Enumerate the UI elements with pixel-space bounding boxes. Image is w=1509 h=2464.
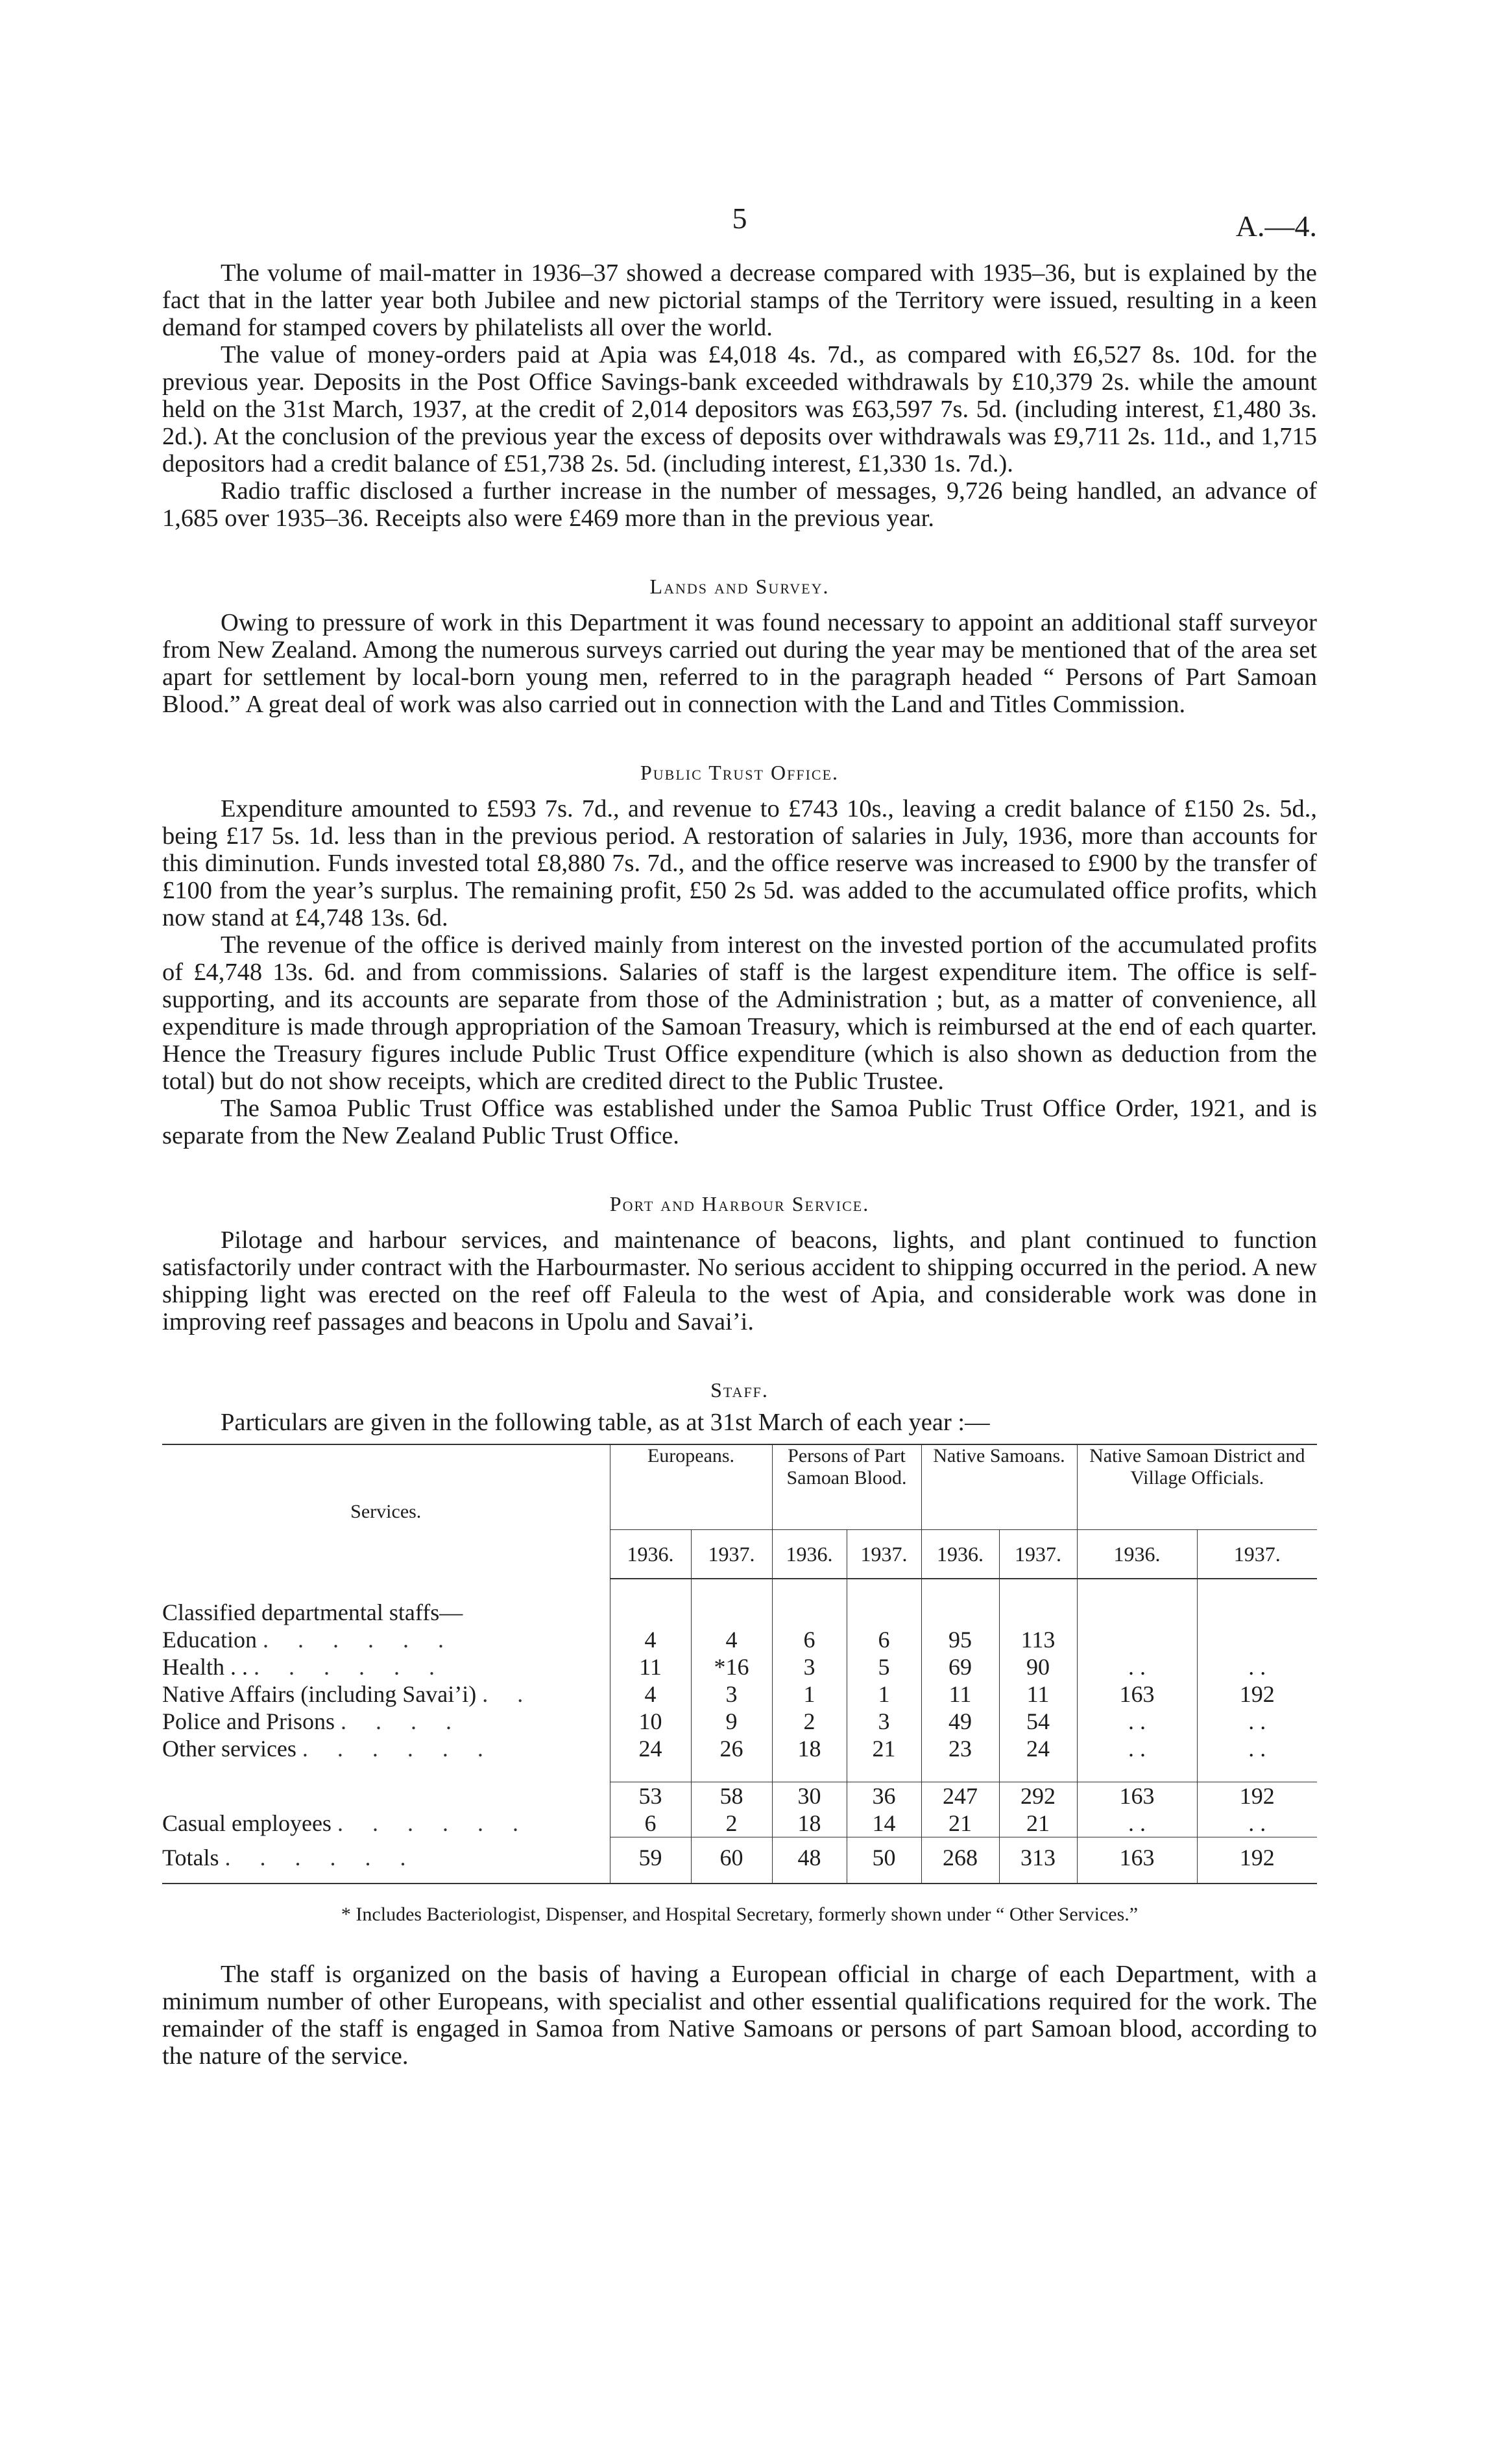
group-header-part-samoan: Persons of Part Samoan Blood. bbox=[772, 1444, 921, 1530]
leader-dots: . . . . . . bbox=[302, 1736, 495, 1762]
table-cell: 1 bbox=[772, 1681, 847, 1708]
group-header-district-officials: Native Samoan District and Village Officials. bbox=[1077, 1444, 1317, 1530]
staff-intro: Particulars are given in the following table, as at 31st March of each year :— bbox=[221, 1409, 990, 1436]
year-header: 1937. bbox=[847, 1530, 921, 1579]
table-cell: 69 bbox=[921, 1653, 999, 1681]
table-cell: 11 bbox=[999, 1681, 1077, 1708]
table-cell: 24 bbox=[999, 1735, 1077, 1762]
paragraph-money-orders: The value of money-orders paid at Apia was £4,018 4s. 7d., as compared with £6,527 8s. 10d. for the previous year. Deposits in the Post Office Savings-bank exceeded withdrawals by £10,379 2s. while the amount held on the 31st March, 1937, at the credit of 2,014 depositors was £63,597 7s. 5d. (including interest, £1,480 3s. 2d.). At the conclusion of the previous year the excess of deposits over withdrawals was £9,711 2s. 11d., and 1,715 depositors had a credit balance of £51,738 2s. 5d. (including interest, £1,330 1s. 7d.). bbox=[162, 341, 1317, 477]
table-cell: 1 bbox=[847, 1681, 921, 1708]
table-cell: 4 bbox=[691, 1626, 772, 1653]
table-cell: 54 bbox=[999, 1708, 1077, 1735]
table-cell: 113 bbox=[999, 1626, 1077, 1653]
table-section-row bbox=[162, 1599, 1317, 1626]
table-cell: 3 bbox=[691, 1681, 772, 1708]
group-header-native-samoans: Native Samoans. bbox=[921, 1444, 1077, 1530]
table-cell: 268 bbox=[921, 1837, 999, 1884]
year-header: 1937. bbox=[999, 1530, 1077, 1579]
table-cell: 95 bbox=[921, 1626, 999, 1653]
row-label: Health . . bbox=[162, 1654, 248, 1680]
section-label: Classified departmental staffs— bbox=[162, 1599, 463, 1625]
table-cell: 21 bbox=[999, 1810, 1077, 1837]
table-row bbox=[162, 1626, 1317, 1653]
table-cell: 48 bbox=[772, 1837, 847, 1884]
table-cell: . . bbox=[1077, 1810, 1197, 1837]
table-row bbox=[162, 1708, 1317, 1735]
row-label: Totals bbox=[162, 1844, 219, 1871]
page-header bbox=[162, 201, 1317, 259]
table-cell: 36 bbox=[847, 1782, 921, 1810]
paragraph-harbour: Pilotage and harbour services, and maintenance of beacons, lights, and plant continued to function satisfactorily under contract with the Harbourmaster. No serious accident to shipping occurred in the period. A new shipping light was erected on the reef off Faleula to the west of Apia, and considerable work was done in improving reef passages and beacons in Upolu and Savai’i. bbox=[162, 1226, 1317, 1335]
year-header: 1936. bbox=[1077, 1530, 1197, 1579]
table-cell: 313 bbox=[999, 1837, 1077, 1884]
table-cell: 58 bbox=[691, 1782, 772, 1810]
table-cell: 23 bbox=[921, 1735, 999, 1762]
year-header: 1936. bbox=[610, 1530, 691, 1579]
paragraph-lands: Owing to pressure of work in this Department it was found necessary to appoint an additional staff surveyor from New Zealand. Among the numerous surveys carried out during the year may be mentioned that of the area set apart for settlement by local-born young men, referred to in the paragraph headed “ Persons of Part Samoan Blood.” A great deal of work was also carried out in connection with the Land and Titles Commission. bbox=[162, 609, 1317, 718]
row-label: Native Affairs (including Savai’i) bbox=[162, 1681, 477, 1707]
table-cell: 18 bbox=[772, 1810, 847, 1837]
services-column-header: Services. bbox=[162, 1444, 610, 1579]
section-heading-lands: Lands and Survey. bbox=[649, 575, 830, 598]
leader-dots: . . . . . . bbox=[224, 1844, 418, 1871]
table-row bbox=[162, 1653, 1317, 1681]
table-row bbox=[162, 1735, 1317, 1762]
table-cell bbox=[1077, 1626, 1197, 1653]
table-cell: 2 bbox=[691, 1810, 772, 1837]
table-cell: 5 bbox=[847, 1653, 921, 1681]
table-cell: . . bbox=[1197, 1708, 1317, 1735]
table-cell: 21 bbox=[921, 1810, 999, 1837]
table-cell: 192 bbox=[1197, 1681, 1317, 1708]
page-number: 5 bbox=[732, 202, 747, 235]
table-footnote: * Includes Bacteriologist, Dispenser, and Hospital Secretary, formerly shown under “ Other Services.” bbox=[341, 1904, 1139, 1925]
year-header: 1936. bbox=[921, 1530, 999, 1579]
table-cell: 60 bbox=[691, 1837, 772, 1884]
document-page bbox=[162, 201, 1317, 2070]
section-heading-staff: Staff. bbox=[710, 1378, 769, 1402]
document-reference: A.—4. bbox=[1235, 209, 1317, 243]
paragraph-mail: The volume of mail-matter in 1936–37 showed a decrease compared with 1935–36, but is explained by the fact that in the latter year both Jubilee and new pictorial stamps of the Territory were issued, resulting in a keen demand for stamped covers by philatelists all over the world. bbox=[162, 259, 1317, 341]
table-cell: *16 bbox=[691, 1653, 772, 1681]
table-cell: . . bbox=[1077, 1653, 1197, 1681]
table-cell: 90 bbox=[999, 1653, 1077, 1681]
table-cell: 192 bbox=[1197, 1837, 1317, 1884]
table-cell: 24 bbox=[610, 1735, 691, 1762]
totals-row bbox=[162, 1837, 1317, 1884]
table-cell: 192 bbox=[1197, 1782, 1317, 1810]
paragraph-radio: Radio traffic disclosed a further increase in the number of messages, 9,726 being handled, an advance of 1,685 over 1935–36. Receipts also were £469 more than in the previous year. bbox=[162, 477, 1317, 532]
leader-dots: . . . . . . bbox=[337, 1810, 530, 1837]
table-cell: . . bbox=[1077, 1735, 1197, 1762]
subtotal-row bbox=[162, 1782, 1317, 1810]
table-cell: 2 bbox=[772, 1708, 847, 1735]
table-cell: 4 bbox=[610, 1681, 691, 1708]
table-cell: 11 bbox=[921, 1681, 999, 1708]
table-cell: 4 bbox=[610, 1626, 691, 1653]
paragraph-trust-expenditure: Expenditure amounted to £593 7s. 7d., and revenue to £743 10s., leaving a credit balance of £150 2s. 5d., being £17 5s. 1d. less than in the previous period. A restoration of salaries in July, 1936, more than accounts for this diminution. Funds invested total £8,880 7s. 7d., and the office reserve was increased to £900 by the transfer of £100 from the year’s surplus. The remaining profit, £50 2s 5d. was added to the accumulated office profits, which now stand at £4,748 13s. 6d. bbox=[162, 795, 1317, 931]
table-cell: 163 bbox=[1077, 1681, 1197, 1708]
table-cell: 10 bbox=[610, 1708, 691, 1735]
leader-dots: . . . . bbox=[341, 1708, 463, 1734]
group-header-europeans: Europeans. bbox=[610, 1444, 772, 1530]
leader-dots: . . bbox=[482, 1681, 535, 1707]
row-label: Police and Prisons bbox=[162, 1708, 335, 1734]
row-label: Education bbox=[162, 1627, 257, 1653]
leader-dots: . . . . . . bbox=[253, 1654, 446, 1680]
table-cell: 49 bbox=[921, 1708, 999, 1735]
paragraph-trust-revenue: The revenue of the office is derived mainly from interest on the invested portion of the accumulated profits of £4,748 13s. 6d. and from commissions. Salaries of staff is the largest expenditure item. The office is self-supporting, and its accounts are separate from those of the Administration ; but, as a matter of convenience, all expenditure is made through appropriation of the Samoan Treasury, which is reimbursed at the end of each quarter. Hence the Treasury figures include Public Trust Office expenditure (which is also shown as deduction from the total) but do not show receipts, which are credited direct to the Public Trustee. bbox=[162, 931, 1317, 1095]
paragraph-staff-organization: The staff is organized on the basis of having a European official in charge of each Department, with a minimum number of other Europeans, with specialist and other essential qualifications required for the work. The remainder of the staff is engaged in Samoa from Native Samoans or persons of part Samoan blood, according to the nature of the service. bbox=[162, 1961, 1317, 2070]
section-heading-harbour: Port and Harbour Service. bbox=[609, 1192, 870, 1215]
table-cell: 18 bbox=[772, 1735, 847, 1762]
table-cell: 14 bbox=[847, 1810, 921, 1837]
table-cell: 50 bbox=[847, 1837, 921, 1884]
table-cell: . . bbox=[1077, 1708, 1197, 1735]
table-cell: 9 bbox=[691, 1708, 772, 1735]
table-cell: 3 bbox=[772, 1653, 847, 1681]
section-heading-public-trust: Public Trust Office. bbox=[640, 761, 839, 784]
year-header: 1936. bbox=[772, 1530, 847, 1579]
year-header: 1937. bbox=[1197, 1530, 1317, 1579]
table-cell: 6 bbox=[610, 1810, 691, 1837]
table-cell: 30 bbox=[772, 1782, 847, 1810]
table-cell: 292 bbox=[999, 1782, 1077, 1810]
casual-row bbox=[162, 1810, 1317, 1837]
staff-table bbox=[162, 1444, 1317, 1884]
table-cell: 59 bbox=[610, 1837, 691, 1884]
table-cell: . . bbox=[1197, 1810, 1317, 1837]
year-header: 1937. bbox=[691, 1530, 772, 1579]
table-cell: 6 bbox=[847, 1626, 921, 1653]
leader-dots: . . . . . . bbox=[262, 1627, 455, 1653]
table-cell: 11 bbox=[610, 1653, 691, 1681]
paragraph-trust-established: The Samoa Public Trust Office was established under the Samoa Public Trust Office Order, 1921, and is separate from the New Zealand Public Trust Office. bbox=[162, 1095, 1317, 1149]
table-cell: 6 bbox=[772, 1626, 847, 1653]
table-cell: 53 bbox=[610, 1782, 691, 1810]
table-row bbox=[162, 1681, 1317, 1708]
table-cell: . . bbox=[1197, 1653, 1317, 1681]
table-cell bbox=[1197, 1626, 1317, 1653]
table-cell: 247 bbox=[921, 1782, 999, 1810]
table-cell: 26 bbox=[691, 1735, 772, 1762]
table-cell: . . bbox=[1197, 1735, 1317, 1762]
table-cell: 163 bbox=[1077, 1782, 1197, 1810]
table-cell: 3 bbox=[847, 1708, 921, 1735]
table-cell: 163 bbox=[1077, 1837, 1197, 1884]
row-label: Casual employees bbox=[162, 1810, 332, 1837]
table-cell: 21 bbox=[847, 1735, 921, 1762]
row-label: Other services bbox=[162, 1736, 296, 1762]
